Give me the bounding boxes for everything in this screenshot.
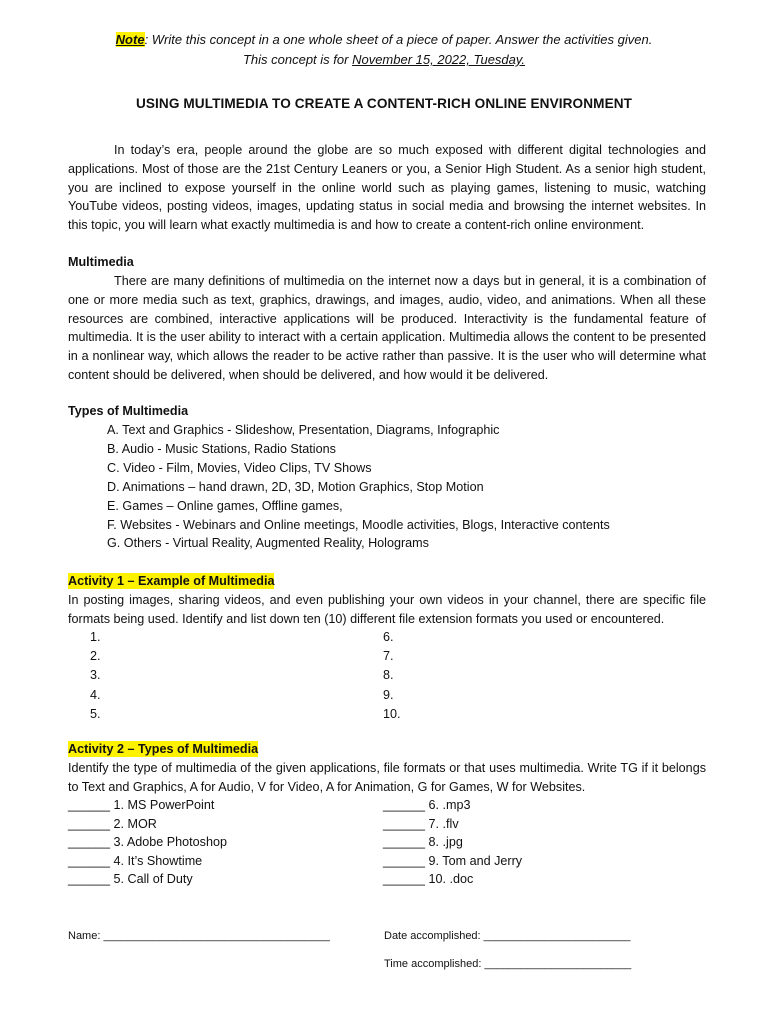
- note-date-prefix: This concept is for: [242, 52, 353, 67]
- note-date: November 15, 2022, Tuesday.: [352, 52, 526, 67]
- note-block: [0, 30, 768, 70]
- activity1-instructions: In posting images, sharing videos, and even publishing your own videos in your channel, there are specific file formats being used. Identify and list down ten (10) different file extension formats you used or encountered.: [68, 593, 706, 626]
- note-text: : Write this concept in a one whole sheet of a piece of paper. Answer the activities given.: [144, 32, 653, 47]
- list-item: 7.: [383, 649, 394, 664]
- activity1-right-list: [383, 628, 401, 724]
- list-item: ______ 7. .flv: [383, 816, 459, 831]
- time-accomplished-field: Time accomplished: ________________________: [384, 958, 632, 970]
- list-item: 1.: [90, 630, 101, 644]
- activity2-left-list: [68, 796, 227, 889]
- intro-paragraph: In today’s era, people around the globe are so much exposed with different digital technologies and applications. Most of those are the 21st Century Leaners or you, a Senior High Student. As a senior high student, you are inclined to expose yourself in the online world such as playing games, listening to music, watching YouTube videos, posting videos, images, updating status in social media and browsing the internet websites. In this topic, you will learn what exactly multimedia is and how to create a content-rich online environment.: [68, 143, 706, 233]
- note-label: Note: [115, 32, 145, 47]
- list-item: 10.: [383, 706, 401, 721]
- list-item: ______ 8. .jpg: [383, 835, 463, 850]
- multimedia-paragraph: There are many definitions of multimedia on the internet now a days but in general, it is a combination of one or more media such as text, graphics, drawings, and images, audio, video, and animations. When all these resources are combined, interactive applications will be produced. Interactivity is the fundamental feature of multimedia. It is the user ability to interact with a certain application. Multimedia allows the content to be presented in a nonlinear way, which allows the reader to be active rather than passive. It is the user who will determine what content should be delivered, when should be delivered, and how would it be delivered.: [68, 274, 706, 382]
- name-field: Name: _____________________________________: [68, 930, 330, 942]
- list-item: 8.: [383, 668, 394, 683]
- list-item: ______ 4. It’s Showtime: [68, 853, 203, 868]
- date-accomplished-field: Date accomplished: ________________________: [384, 930, 631, 942]
- activity2-instructions: Identify the type of multimedia of the given applications, file formats or that uses multimedia. Write TG if it belongs to Text and Graphics, A for Audio, V for Video, A for Animation, G for Games, W for Websites.: [68, 761, 706, 794]
- types-heading: Types of Multimedia: [68, 404, 189, 418]
- list-item: B. Audio - Music Stations, Radio Stations: [107, 441, 336, 456]
- multimedia-heading: Multimedia: [68, 255, 134, 269]
- list-item: 3.: [90, 668, 101, 683]
- activity2-right-list: [383, 796, 522, 889]
- list-item: ______ 5. Call of Duty: [68, 872, 193, 887]
- list-item: ______ 10. .doc: [383, 872, 474, 887]
- list-item: ______ 6. .mp3: [383, 798, 471, 812]
- page-title: USING MULTIMEDIA TO CREATE A CONTENT-RICH ONLINE ENVIRONMENT: [135, 96, 633, 111]
- list-item: E. Games – Online games, Offline games,: [107, 498, 343, 513]
- types-list: [107, 421, 610, 553]
- list-item: A. Text and Graphics - Slideshow, Presentation, Diagrams, Infographic: [107, 423, 500, 437]
- list-item: C. Video - Film, Movies, Video Clips, TV Shows: [107, 460, 372, 475]
- note-line-1: [0, 30, 768, 50]
- list-item: 4.: [90, 687, 101, 702]
- activity1-heading: Activity 1 – Example of Multimedia: [68, 574, 275, 588]
- list-item: 9.: [383, 687, 394, 702]
- list-item: ______ 2. MOR: [68, 816, 157, 831]
- activity1-left-list: [90, 628, 101, 724]
- list-item: G. Others - Virtual Reality, Augmented Reality, Holograms: [107, 536, 429, 551]
- list-item: ______ 1. MS PowerPoint: [68, 798, 215, 812]
- note-line-2: [0, 50, 768, 70]
- list-item: 5.: [90, 706, 101, 721]
- list-item: D. Animations – hand drawn, 2D, 3D, Motion Graphics, Stop Motion: [107, 479, 484, 494]
- list-item: F. Websites - Webinars and Online meetings, Moodle activities, Blogs, Interactive contents: [107, 517, 610, 532]
- activity2-heading: Activity 2 – Types of Multimedia: [68, 742, 259, 756]
- list-item: 2.: [90, 649, 101, 664]
- list-item: ______ 9. Tom and Jerry: [383, 853, 523, 868]
- list-item: ______ 3. Adobe Photoshop: [68, 835, 227, 850]
- list-item: 6.: [383, 630, 394, 644]
